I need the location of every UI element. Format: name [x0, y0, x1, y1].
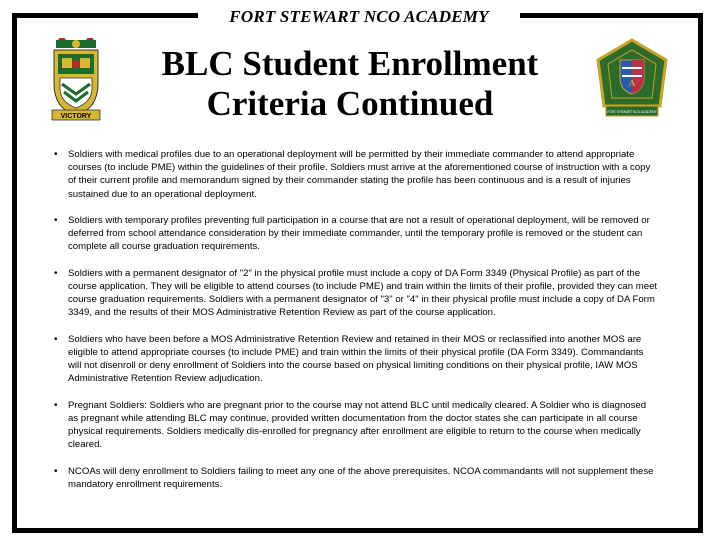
- criteria-item: • Soldiers with medical profiles due to an operational deployment will be permitted by their immediate commander to attend appropriate courses (to include PME) within the guidelines of their profile. Soldiers must arrive at the aforementioned course of instruction with a copy of their current profile and memorandum signed by their commander stating the profile has been continuous and is a result of injuries sustained due to an operational deployment.: [48, 148, 658, 201]
- criteria-item: • Pregnant Soldiers: Soldiers who are pregnant prior to the course may not attend BLC until medically cleared. A Soldier who is diagnosed as pregnant while attending BLC may continue, provided written documentation from the doctor states she can participate in all course physical requirements. Soldiers medically dis-enrolled for pregnancy after enrollment are eligible to return to the course when medically cleared.: [48, 399, 658, 452]
- crest-banner: FORT STEWART NCO ACADEMY: [607, 110, 657, 114]
- criteria-item: • Soldiers who have been before a MOS Administrative Retention Review and retained in their MOS or reclassified into another MOS are eligible to attend appropriate courses (to include PME) and train within the limits of their physical profile (DA Form 3349). Commandants will not disenroll or deny enrollment of Soldiers into the course based on physical limiting conditions on their physical profile, IAW MOS Administrative Retention Review adjudication.: [48, 333, 658, 386]
- criteria-list: [48, 148, 658, 504]
- crest-motto: VICTORY: [60, 113, 92, 120]
- svg-text:A: A: [628, 78, 636, 88]
- academy-label: FORT STEWART NCO ACADEMY: [198, 6, 520, 28]
- criteria-item: • NCOAs will deny enrollment to Soldiers failing to meet any one of the above prerequisites. NCOA commandants will not supplement these mandatory enrollment requirements.: [48, 465, 658, 491]
- page-title: [130, 44, 570, 124]
- criteria-item: • Soldiers with a permanent designator of "2" in the physical profile must include a copy of DA Form 3349 (Physical Profile) as part of the course application. They will be eligible to attend courses (to include PME) and train within the limits of their profile, provided they can meet course graduation requirements. Soldiers with a permanent designator of "3" or "4" in their physical profile must include a copy of DA Form 3349, and the results of their MOS Administrative Retention Review as part of the course application.: [48, 267, 658, 320]
- title-line-1: BLC Student Enrollment: [161, 44, 539, 83]
- ncoa-shield-icon: [596, 38, 668, 122]
- criteria-item: • Soldiers with temporary profiles preventing full participation in a course that are not a result of operational deployment, will be removed or deferred from school attendance consideration by their immediate commander, until the temporary profile is removed or the student can complete all course graduation requirements.: [48, 214, 658, 254]
- title-line-2: Criteria Continued: [206, 84, 494, 123]
- unit-crest-icon: [48, 38, 104, 122]
